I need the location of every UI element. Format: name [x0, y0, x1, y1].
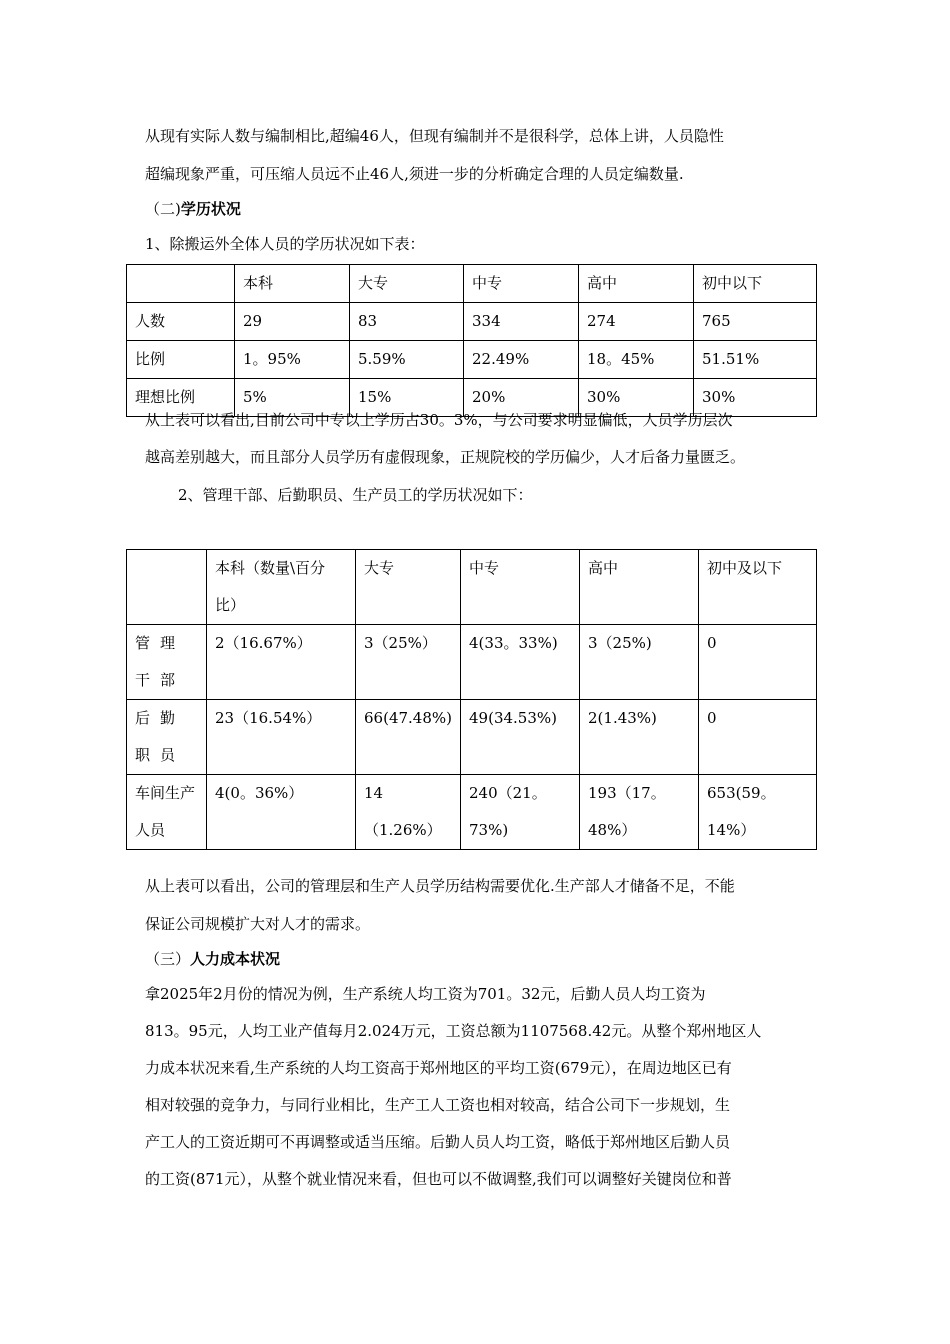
table-row-label: 理想比例: [127, 379, 235, 417]
table-row-label: 车间生产人员: [127, 775, 207, 850]
section-2-para-1-line-2: 越高差别越大，而且部分人员学历有虚假现象，正规院校的学历偏少，人才后备力量匮乏。: [145, 448, 746, 466]
section-3-line-1: 拿2025年2月份的情况为例，生产系统人均工资为701。32元，后勤人员人均工资为: [145, 985, 706, 1003]
table-cell: 18。45%: [579, 341, 694, 379]
section-2-para-1-line-1: 从上表可以看出,目前公司中专以上学历占30。3%，与公司要求明显偏低，人员学历层次: [145, 411, 733, 429]
table-cell: 0: [699, 700, 817, 775]
section-2-para-2-line-2: 保证公司规模扩大对人才的需求。: [145, 915, 371, 933]
table-cell: 2（16.67%）: [207, 625, 356, 700]
table-row: [127, 303, 817, 341]
table-cell: 14（1.26%）: [356, 775, 461, 850]
table-cell: 240（21。73%): [461, 775, 580, 850]
intro-line-1: 从现有实际人数与编制相比,超编46人，但现有编制并不是很科学，总体上讲，人员隐性: [145, 127, 724, 145]
section-2-prefix: （二): [145, 200, 181, 218]
section-2-title: 学历状况: [180, 200, 241, 218]
section-3-heading: [145, 949, 280, 969]
table-header-cell: 初中及以下: [699, 550, 817, 625]
table-cell: 274: [579, 303, 694, 341]
table-row-label: 人数: [127, 303, 235, 341]
section-2-para-2-line-1: 从上表可以看出，公司的管理层和生产人员学历结构需要优化.生产部人才储备不足，不能: [145, 877, 735, 895]
table-cell: 3（25%): [580, 625, 699, 700]
table-cell: 30%: [579, 379, 694, 417]
table-header-cell: 初中以下: [694, 265, 817, 303]
table-row-label: 后勤职员: [127, 700, 207, 775]
table-cell: 3（25%）: [356, 625, 461, 700]
education-table-all: [126, 264, 817, 417]
table-cell: 20%: [464, 379, 579, 417]
table-cell: 15%: [350, 379, 464, 417]
table-cell: 1。95%: [235, 341, 350, 379]
table-cell: 4(0。36%）: [207, 775, 356, 850]
table-cell: 193（17。48%）: [580, 775, 699, 850]
table-cell: 83: [350, 303, 464, 341]
table-row-label: 管理干部: [127, 625, 207, 700]
table-cell: 5%: [235, 379, 350, 417]
education-table-by-group: [126, 549, 817, 850]
section-3-title: 人力成本状况: [190, 950, 281, 968]
table-row-label: 比例: [127, 341, 235, 379]
table-cell: 5.59%: [350, 341, 464, 379]
table-header-cell: 高中: [579, 265, 694, 303]
table-cell: 66(47.48%): [356, 700, 461, 775]
section-3-line-2: 813。95元，人均工业产值每月2.024万元，工资总额为1107568.42元。从整个郑州地区人: [145, 1022, 762, 1040]
table-row: [127, 775, 817, 850]
section-3-line-5: 产工人的工资近期可不再调整或适当压缩。后勤人员人均工资，略低于郑州地区后勤人员: [145, 1133, 731, 1151]
table-header-cell: 本科（数量\百分比）: [207, 550, 356, 625]
table-header-cell: 高中: [580, 550, 699, 625]
table-header-cell: 中专: [464, 265, 579, 303]
section-2-heading: [145, 199, 241, 219]
section-3-line-4: 相对较强的竞争力，与同行业相比，生产工人工资也相对较高，结合公司下一步规划，生: [145, 1096, 731, 1114]
table-cell: 2(1.43%): [580, 700, 699, 775]
table-header-row: [127, 265, 817, 303]
table-header-cell: 中专: [461, 550, 580, 625]
table-cell: 29: [235, 303, 350, 341]
table-cell: 334: [464, 303, 579, 341]
table-cell: 0: [699, 625, 817, 700]
section-3-line-3: 力成本状况来看,生产系统的人均工资高于郑州地区的平均工资(679元），在周边地区已有: [145, 1059, 732, 1077]
table-cell: [127, 265, 235, 303]
table-header-row: [127, 550, 817, 625]
table-cell: [127, 550, 207, 625]
table-cell: 4(33。33%): [461, 625, 580, 700]
section-3-line-6: 的工资(871元），从整个就业情况来看，但也可以不做调整,我们可以调整好关键岗位和普: [145, 1170, 732, 1188]
table-row: [127, 700, 817, 775]
table-row: [127, 625, 817, 700]
table-cell: 653(59。14%）: [699, 775, 817, 850]
table-header-cell: 本科: [235, 265, 350, 303]
intro-line-2: 超编现象严重，可压缩人员远不止46人,须进一步的分析确定合理的人员定编数量.: [145, 165, 684, 183]
section-2-sub-1: 1、除搬运外全体人员的学历状况如下表：: [145, 235, 425, 253]
table-cell: 765: [694, 303, 817, 341]
table-cell: 30%: [694, 379, 817, 417]
table-cell: 23（16.54%）: [207, 700, 356, 775]
section-3-prefix: （三）: [145, 950, 191, 968]
section-2-sub-2: 2、管理干部、后勤职员、生产员工的学历状况如下：: [178, 486, 533, 504]
table-row: [127, 341, 817, 379]
table-cell: 22.49%: [464, 341, 579, 379]
table-header-cell: 大专: [356, 550, 461, 625]
table-cell: 51.51%: [694, 341, 817, 379]
table-header-cell: 大专: [350, 265, 464, 303]
table-cell: 49(34.53%): [461, 700, 580, 775]
